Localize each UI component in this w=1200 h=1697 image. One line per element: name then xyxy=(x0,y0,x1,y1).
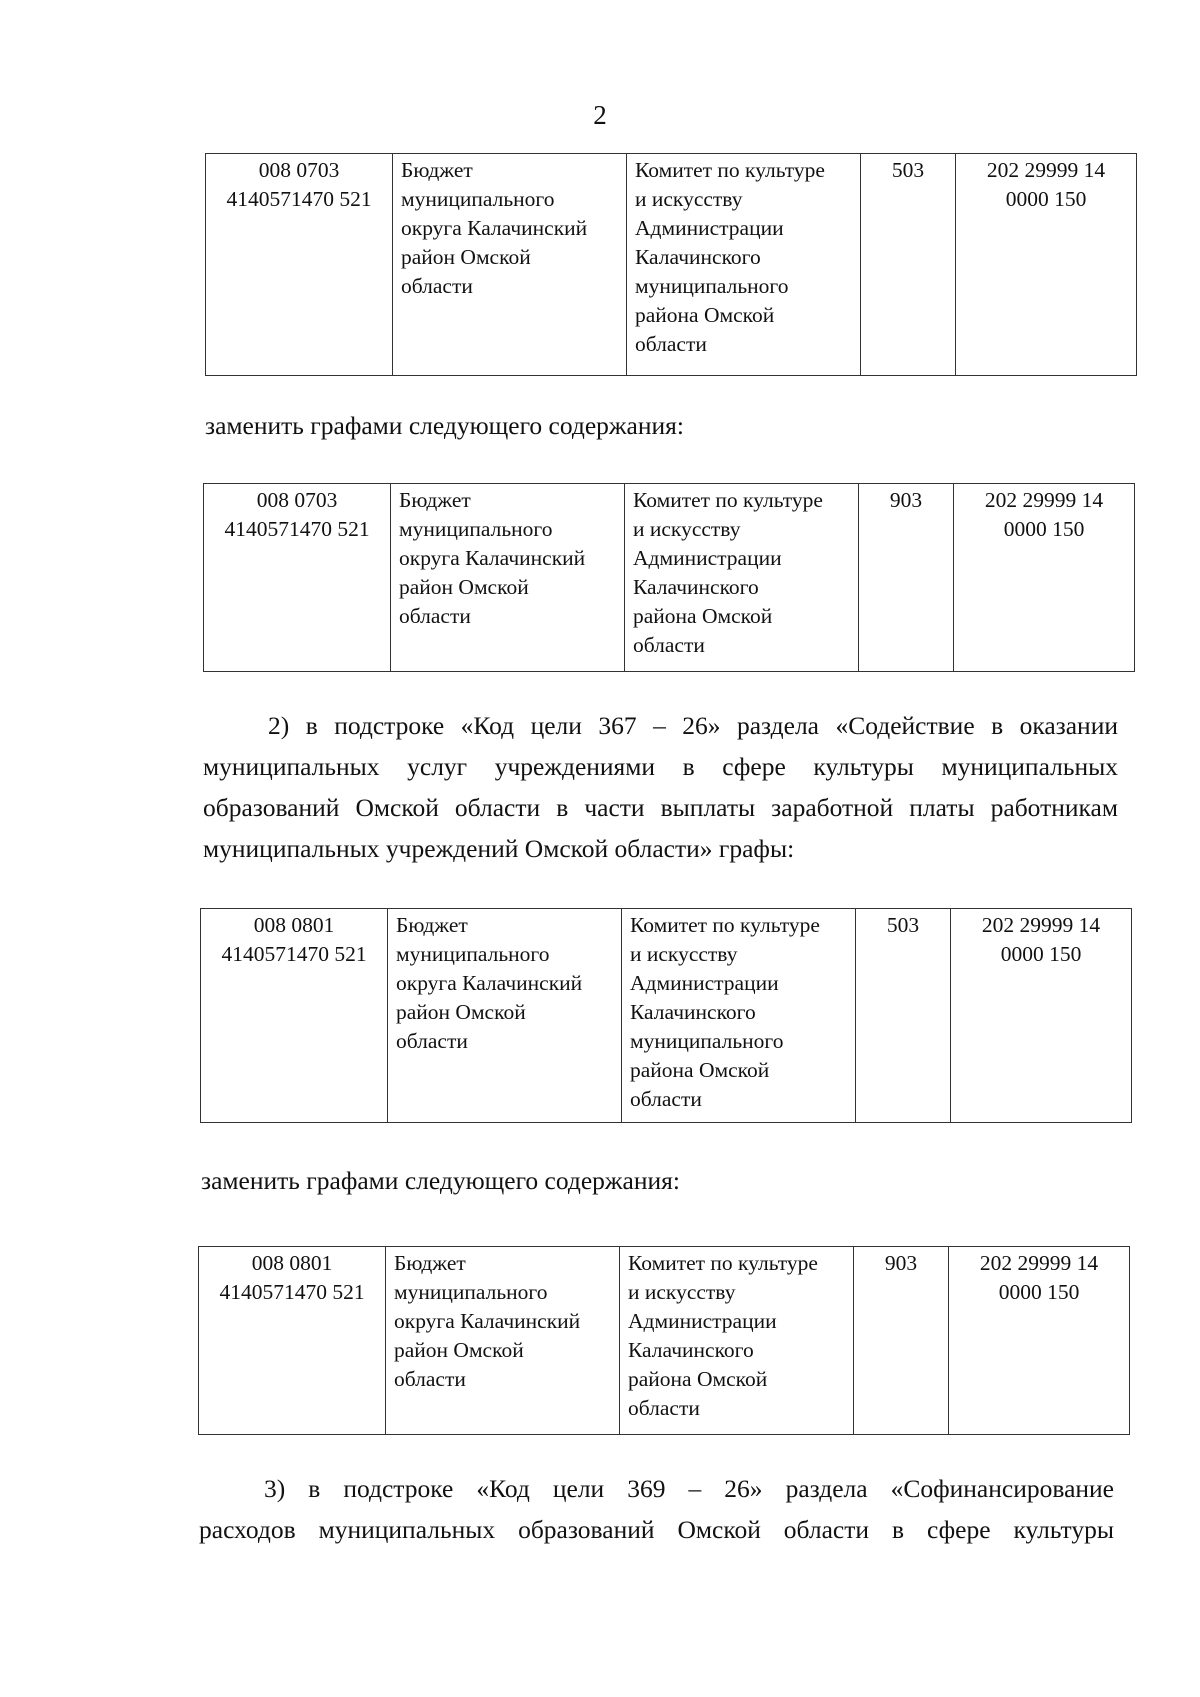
cell-code: 008 0801 4140571470 521 xyxy=(199,1247,386,1435)
cell-number: 503 xyxy=(861,154,956,376)
cell-kbk: 202 29999 14 0000 150 xyxy=(949,1247,1130,1435)
table-replacement-0801 xyxy=(198,1246,1130,1435)
cell-number: 903 xyxy=(854,1247,949,1435)
cell-code: 008 0703 4140571470 521 xyxy=(204,484,391,672)
table-original-0703 xyxy=(205,153,1137,376)
paragraph-2-line: образований Омской области в части выплаты заработной платы работникам xyxy=(203,793,1118,822)
paragraph-2-line: муниципальных учреждений Омской области» графы: xyxy=(203,834,795,863)
cell-administrator: Комитет по культуре и искусству Администрации Калачинского района Омской области xyxy=(625,484,859,672)
table-replacement-0703 xyxy=(203,483,1135,672)
replace-text-1: заменить графами следующего содержания: xyxy=(205,411,684,440)
cell-budget: Бюджет муниципального округа Калачинский район Омской области xyxy=(386,1247,620,1435)
table-row xyxy=(201,909,1132,1123)
paragraph-2-line: муниципальных услуг учреждениями в сфере культуры муниципальных xyxy=(203,752,1118,781)
cell-kbk: 202 29999 14 0000 150 xyxy=(954,484,1135,672)
cell-budget: Бюджет муниципального округа Калачинский район Омской области xyxy=(391,484,625,672)
cell-budget: Бюджет муниципального округа Калачинский район Омской области xyxy=(388,909,622,1123)
paragraph-2 xyxy=(203,705,1118,869)
replace-text-2: заменить графами следующего содержания: xyxy=(201,1166,680,1195)
table-row xyxy=(204,484,1135,672)
cell-budget: Бюджет муниципального округа Калачинский район Омской области xyxy=(393,154,627,376)
table-row xyxy=(206,154,1137,376)
table-row xyxy=(199,1247,1130,1435)
cell-administrator: Комитет по культуре и искусству Администрации Калачинского района Омской области xyxy=(620,1247,854,1435)
paragraph-3 xyxy=(199,1468,1114,1550)
paragraph-3-line: расходов муниципальных образований Омской области в сфере культуры xyxy=(199,1515,1114,1544)
cell-number: 503 xyxy=(856,909,951,1123)
cell-code: 008 0703 4140571470 521 xyxy=(206,154,393,376)
cell-number: 903 xyxy=(859,484,954,672)
cell-kbk: 202 29999 14 0000 150 xyxy=(951,909,1132,1123)
page-number: 2 xyxy=(593,100,607,130)
table-original-0801 xyxy=(200,908,1132,1123)
paragraph-3-line: 3) в подстроке «Код цели 369 – 26» раздела «Софинансирование xyxy=(264,1474,1114,1503)
paragraph-2-line: 2) в подстроке «Код цели 367 – 26» раздела «Содействие в оказании xyxy=(268,711,1118,740)
cell-kbk: 202 29999 14 0000 150 xyxy=(956,154,1137,376)
cell-code: 008 0801 4140571470 521 xyxy=(201,909,388,1123)
cell-administrator: Комитет по культуре и искусству Администрации Калачинского муниципального района Омской области xyxy=(622,909,856,1123)
cell-administrator: Комитет по культуре и искусству Администрации Калачинского муниципального района Омской области xyxy=(627,154,861,376)
